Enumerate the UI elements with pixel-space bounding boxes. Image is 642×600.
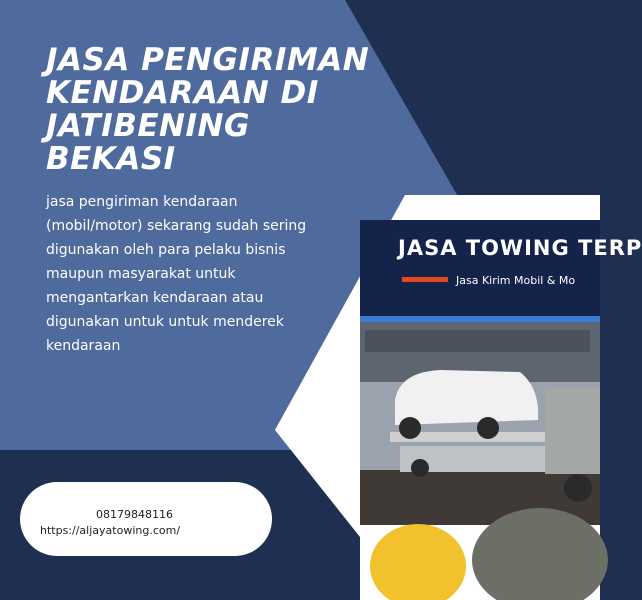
van-wheel-rear (477, 417, 499, 439)
towing-photo (360, 322, 608, 600)
van-wheel-front (399, 417, 421, 439)
photo-banner (360, 220, 642, 322)
contact-card (20, 482, 272, 556)
banner-title: JASA TOWING TERP (398, 236, 642, 260)
title-line-4: BEKASI (46, 141, 176, 177)
description-line-1: jasa pengiriman kendaraan (46, 194, 238, 210)
website-link[interactable]: https://aljayatowing.com/ (40, 524, 181, 537)
description-line-2: (mobil/motor) sekarang sudah sering (46, 218, 307, 234)
description-line-5: mengantarkan kendaraan atau (46, 290, 264, 306)
truck-wheel-rear (564, 474, 592, 502)
title-line-3: JATIBENING (46, 108, 250, 144)
banner-accent-bar (402, 277, 448, 282)
truck-wheel-front (411, 459, 429, 477)
description (46, 190, 336, 358)
description-line-6: digunakan untuk untuk menderek (46, 314, 284, 330)
title-line-2: KENDARAAN DI (46, 75, 319, 111)
description-line-3: digunakan oleh para pelaku bisnis (46, 242, 286, 258)
banner-strip (360, 316, 600, 322)
description-line-7: kendaraan (46, 338, 121, 354)
title-line-1: JASA PENGIRIMAN (46, 42, 370, 78)
banner-subtitle: Jasa Kirim Mobil & Mo (456, 274, 576, 287)
truck-cab (545, 388, 600, 474)
phone-number[interactable]: 08179848116 (96, 508, 173, 521)
description-line-4: maupun masyarakat untuk (46, 266, 236, 282)
page-title (46, 44, 376, 176)
white-van (395, 370, 538, 425)
building-windows (365, 330, 590, 352)
